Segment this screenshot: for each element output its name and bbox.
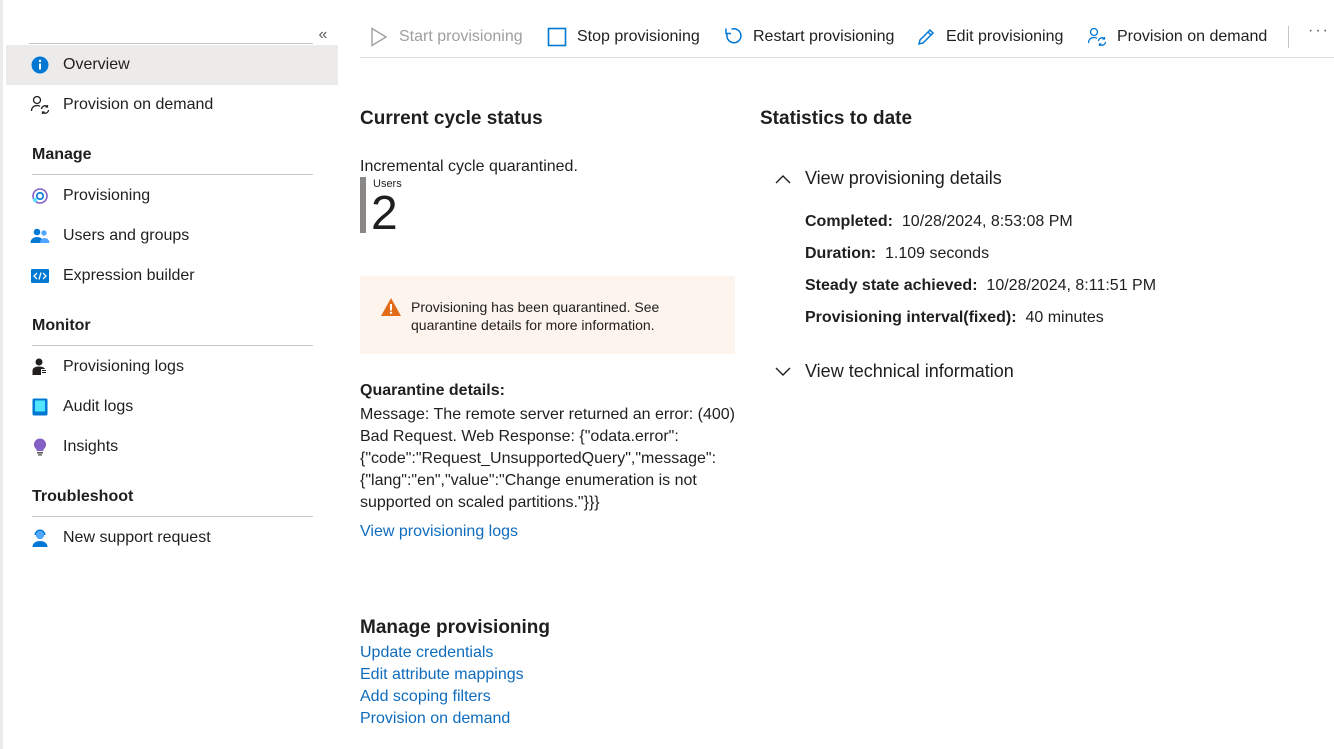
person-sync-icon (1086, 26, 1108, 48)
play-icon (368, 26, 390, 48)
manage-provisioning-links (360, 642, 524, 730)
stop-provisioning-button[interactable] (546, 22, 700, 52)
provision-on-demand-button[interactable] (1086, 22, 1267, 52)
quarantine-details-title: Quarantine details: (360, 382, 505, 399)
statistics-heading: Statistics to date (760, 108, 913, 129)
update-credentials-link[interactable]: Update credentials (360, 644, 494, 661)
quarantine-details-message: Message: The remote server returned an error: (400) Bad Request. Web Response: {"odata.error":{"code":"Request_UnsupportedQuery","message":{"lang":"en","value":"Change enumeration is not supported on scaled partitions."}}} (360, 406, 735, 511)
steady-state-label: Steady state achieved: (805, 277, 978, 294)
edit-attribute-mappings-link[interactable]: Edit attribute mappings (360, 666, 524, 683)
current-cycle-status-heading: Current cycle status (360, 108, 543, 129)
completed-value: 10/28/2024, 8:53:08 PM (901, 213, 1073, 230)
support-person-icon (30, 528, 50, 548)
provision-on-demand-link[interactable]: Provision on demand (360, 710, 511, 727)
add-scoping-filters-link[interactable]: Add scoping filters (360, 688, 491, 705)
chevron-down-icon (774, 363, 792, 381)
view-provisioning-logs-link[interactable]: View provisioning logs (360, 523, 519, 540)
book-icon (30, 397, 50, 417)
completed-label: Completed: (805, 213, 893, 230)
stop-provisioning-label: Stop provisioning (577, 28, 700, 45)
provisioning-interval-value: 40 minutes (1025, 309, 1104, 326)
section-divider (32, 174, 313, 175)
toolbar-divider (1288, 26, 1289, 48)
sidebar-item-label: Overview (63, 56, 130, 73)
start-provisioning-label: Start provisioning (399, 28, 523, 45)
sidebar-item-expression-builder[interactable] (6, 256, 338, 296)
sidebar-item-label: Provisioning (63, 187, 151, 204)
users-bar (360, 177, 366, 233)
provisioning-interval-label: Provisioning interval(fixed): (805, 309, 1017, 326)
sidebar-item-label: Insights (63, 438, 119, 455)
steady-state-value: 10/28/2024, 8:11:51 PM (986, 277, 1157, 294)
view-provisioning-details-label: View provisioning details (805, 168, 1002, 188)
sidebar-divider (29, 43, 313, 44)
sidebar (0, 0, 336, 749)
sidebar-item-label: Provisioning logs (63, 358, 184, 375)
lightbulb-icon (30, 437, 50, 457)
chevron-up-icon (774, 170, 792, 188)
section-heading-manage: Manage (32, 146, 92, 163)
duration-row (805, 245, 989, 263)
sidebar-item-label: New support request (63, 529, 211, 546)
section-heading-monitor: Monitor (32, 317, 91, 334)
sidebar-item-users-and-groups[interactable] (6, 216, 338, 256)
cycle-status-text: Incremental cycle quarantined. (360, 158, 578, 175)
sidebar-item-label: Expression builder (63, 267, 195, 284)
person-log-icon (30, 357, 50, 377)
provisioning-interval-row (805, 309, 1104, 327)
sidebar-item-new-support-request[interactable] (6, 518, 338, 558)
warning-message: Provisioning has been quarantined. See quarantine details for more information. (411, 299, 660, 333)
quarantine-warning-banner (360, 276, 735, 354)
collapse-sidebar-icon[interactable]: « (318, 26, 328, 43)
duration-label: Duration: (805, 245, 877, 262)
restart-provisioning-button[interactable] (722, 22, 894, 52)
restart-icon (722, 26, 744, 48)
stop-icon (546, 26, 568, 48)
sidebar-item-provisioning-logs[interactable] (6, 347, 338, 387)
sidebar-item-label: Provision on demand (63, 96, 214, 113)
users-label: Users (373, 178, 402, 190)
sidebar-item-insights[interactable] (6, 427, 338, 467)
edit-provisioning-button[interactable] (915, 22, 1063, 52)
more-actions-button[interactable]: ··· (1308, 22, 1330, 39)
sidebar-item-label: Audit logs (63, 398, 134, 415)
view-provisioning-details-toggle[interactable] (774, 168, 1002, 189)
person-sync-icon (30, 95, 50, 115)
users-icon (30, 226, 50, 246)
steady-state-row (805, 277, 1156, 295)
manage-provisioning-heading: Manage provisioning (360, 617, 551, 638)
edit-provisioning-label: Edit provisioning (946, 28, 1064, 45)
sidebar-item-audit-logs[interactable] (6, 387, 338, 427)
provision-on-demand-label: Provision on demand (1117, 28, 1268, 45)
sidebar-item-provisioning[interactable] (6, 176, 338, 216)
section-divider (32, 345, 313, 346)
pencil-icon (915, 26, 937, 48)
command-bar (360, 22, 1334, 58)
section-heading-troubleshoot: Troubleshoot (32, 488, 134, 505)
view-technical-information-toggle[interactable] (774, 361, 1014, 382)
sidebar-item-provision-on-demand[interactable] (6, 85, 338, 125)
sidebar-item-overview[interactable] (6, 45, 338, 85)
start-provisioning-button[interactable] (368, 22, 523, 52)
duration-value: 1.109 seconds (885, 245, 990, 262)
view-technical-information-label: View technical information (805, 361, 1014, 381)
restart-provisioning-label: Restart provisioning (753, 28, 895, 45)
code-icon (30, 266, 50, 286)
warning-icon (380, 297, 402, 319)
sidebar-item-label: Users and groups (63, 227, 190, 244)
completed-row (805, 213, 1073, 231)
users-count: 2 (371, 187, 398, 240)
section-divider (32, 516, 313, 517)
info-icon (30, 55, 50, 75)
provisioning-icon (30, 186, 50, 206)
